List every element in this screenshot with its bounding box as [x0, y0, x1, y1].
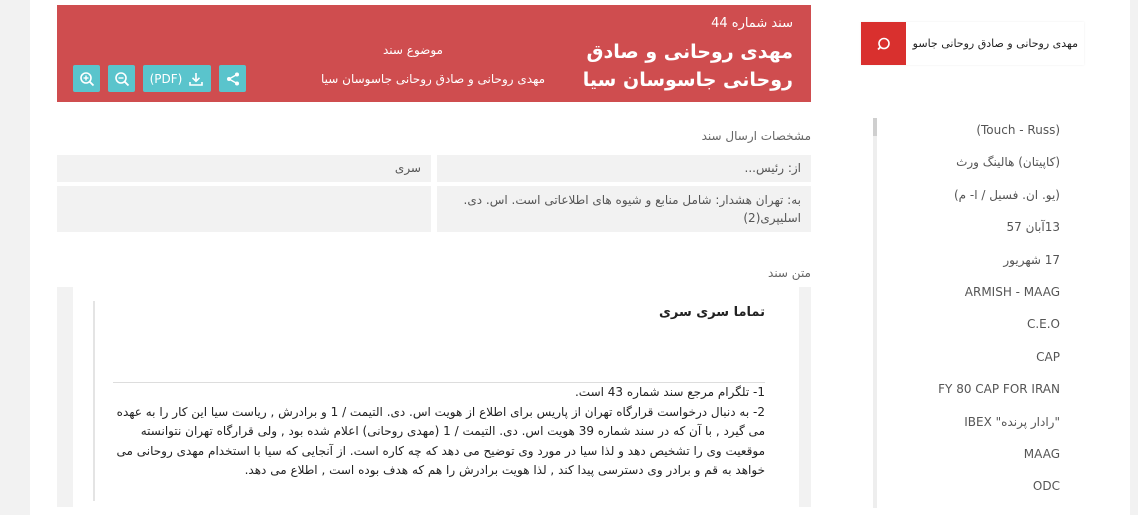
tag-list-scrollbar[interactable] — [873, 118, 877, 508]
tag-list-item[interactable]: FY 80 CAP FOR IRAN — [938, 382, 1060, 397]
tag-list-item[interactable]: ARMISH - MAAG — [964, 284, 1060, 299]
search-box — [861, 22, 1084, 65]
search-button[interactable] — [861, 22, 906, 65]
text-scrollbar[interactable] — [93, 301, 95, 501]
to-field: به: تهران هشدار: شامل منابع و شیوه های اطلاعاتی است. اس. دی. اسلیپری(2) — [437, 186, 811, 232]
document-header — [57, 5, 811, 102]
tag-list-item[interactable]: (کاپیتان) هالینگ ورث — [956, 155, 1060, 170]
zoom-out-button[interactable] — [108, 65, 135, 92]
tag-list-item[interactable]: ODC — [1032, 479, 1060, 494]
download-icon — [188, 71, 204, 87]
zoom-out-icon — [114, 71, 130, 87]
subject-value: مهدی روحانی و صادق روحانی جاسوسان سیا — [321, 72, 546, 86]
zoom-in-button[interactable] — [73, 65, 100, 92]
subject-label: موضوع سند — [383, 43, 443, 57]
tag-list-item[interactable]: (Touch - Russ) — [976, 123, 1060, 137]
document-text-heading: تماما سری سری — [658, 305, 765, 320]
extra-field — [57, 186, 431, 232]
tag-list-item[interactable]: C.E.O — [1026, 317, 1060, 332]
share-button[interactable] — [219, 65, 246, 92]
tag-list-item[interactable]: 13آبان 57 — [1006, 220, 1060, 235]
document-toolbar — [73, 65, 246, 92]
document-text-page — [73, 287, 799, 507]
paragraph-2: 2- به دنبال درخواست قرارگاه تهران از پاریس برای اطلاع از هویت اس. دی. التیمت / 1 و برادرش , ریاست سیا این کار را به عهده می گیرد , با آن که در سند شماره 39 هویت اس. دی. التیمت / 1 (مهدی روحانی) اعلام شده بود , ولی قرارگاه تهران نتوانسته موقعیت وی را تشخیص دهد و لذا سیا در مورد وی توضیح می دهد که چه کاره است. از آنجایی که سیا با استخدام مهدی روحانی می خواهد به قم و برادر وی دسترسی پیدا کند , لذا هویت برادرش را هم که هدف بوده است , اطلاع می دهد. — [116, 404, 765, 477]
specs-section-label: مشخصات ارسال سند — [701, 129, 811, 143]
document-number: سند شماره 44 — [711, 16, 793, 31]
document-text-panel[interactable] — [57, 287, 811, 507]
tag-list — [880, 118, 1060, 507]
document-title: مهدی روحانی و صادق روحانی جاسوسان سیا — [582, 41, 793, 91]
tag-list-item[interactable]: IBEX "رادار پرنده" — [964, 414, 1060, 429]
tag-list-scroll-thumb[interactable] — [873, 118, 877, 136]
classification-field: سری — [57, 155, 431, 182]
search-icon — [876, 36, 892, 52]
document-text-body — [101, 383, 765, 481]
tag-list-item[interactable]: MAAG — [1023, 446, 1060, 461]
tag-list-item[interactable]: (یو. ان. فسیل / ا- م) — [953, 187, 1060, 202]
paragraph-1: 1- تلگرام مرجع سند شماره 43 است. — [574, 385, 765, 399]
tag-list-item[interactable]: 17 شهریور — [1003, 252, 1060, 267]
search-input[interactable] — [906, 22, 1084, 65]
download-pdf-button[interactable] — [143, 65, 211, 92]
body-section-label: متن سند — [768, 266, 811, 280]
pdf-label: (PDF) — [149, 71, 183, 86]
from-field: از: رئیس... — [437, 155, 811, 182]
tag-list-item[interactable]: CAP — [1036, 349, 1060, 364]
share-icon — [225, 71, 241, 87]
zoom-in-icon — [79, 71, 95, 87]
